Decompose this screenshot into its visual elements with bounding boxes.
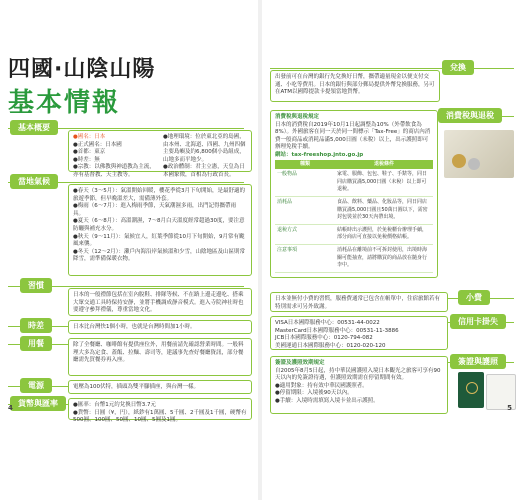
passport-item: ●適用對象：持有效中華民國護照者。 (275, 382, 368, 389)
tax-row-type: 消耗品 (275, 196, 335, 224)
weather-paragraph: ●梅雨（6～7月）：進入梅雨季節，天氣潮濕多雨，出門記得攜帶雨具。 (73, 203, 237, 217)
section-label-tipping: 小費 (458, 290, 490, 305)
overview-box (68, 130, 252, 178)
section-label-currency: 貨幣與匯率 (10, 396, 66, 411)
tax-box (270, 110, 438, 278)
tax-table-head: 種類 (275, 160, 335, 170)
passport-box (270, 356, 448, 414)
overview-item: ●政治體制：君主立憲，天皇為日本國象徵，首相為行政首長。 (163, 164, 245, 178)
power-text: 電壓為100伏特，插頭為雙平腳插座，與台灣一樣。 (73, 384, 199, 390)
customs-text: 日本的一般禮節包括在室內脫鞋、排隊等候、不在路上邊走邊吃、搭乘大眾交通工具時保持安靜，並將手機調成靜音模式。進入寺院神社時也要遵守參拜禮儀，尊重當地文化。 (73, 292, 244, 314)
left-page (0, 0, 258, 500)
table-row (275, 196, 433, 224)
tax-table-head: 退稅條件 (335, 160, 433, 170)
tax-row-type: 一般物品 (275, 169, 335, 196)
page-number-right: 5 (507, 404, 512, 412)
tax-row-type: 退稅方式 (275, 224, 335, 244)
weather-paragraph: ●冬天（12～2月）：瀨戶內海沿岸氣候溫和少雪，山陰地區及山區則常降雪，需準備保暖衣物。 (73, 248, 246, 263)
credit-card-line: VISA日本國際服務中心：00531-44-0022 (275, 320, 380, 326)
time-box (68, 320, 252, 334)
section-label-customs: 習慣 (20, 278, 52, 293)
tax-row-cond: 食品、飲料、藥品、化妝品等，同日同店購買滿5,000日圓且50萬日圓以下，需密封包裝並於30天內帶出境。 (335, 196, 433, 224)
overview-left-col (73, 134, 157, 180)
tax-header: 消費稅與退稅規定 (275, 114, 320, 120)
credit-card-line: 美國運通日本國際服務中心：0120-020-120 (275, 342, 386, 349)
tax-website: 網站：tax-freeshop.jnto.go.jp (275, 151, 364, 158)
table-row (275, 169, 433, 196)
tipping-text: 日本並無付小費的習慣，服務費通常已包含在帳單中，住宿旅館若有特別需求可另外致謝。 (275, 296, 441, 310)
section-label-dining: 用餐 (20, 336, 52, 351)
banknotes-photo (444, 130, 514, 178)
exchange-text: 出發前可在台灣的銀行先兌換好日幣，攜帶適量現金以便支付交通、小吃等費用。日本的銀行與部分郵局提供外幣兌換服務，另可在ATM以國際提款卡提領當地貨幣。 (275, 74, 435, 96)
power-box (68, 380, 252, 394)
overview-item: ●國名：日本 (73, 134, 106, 140)
credit-card-box (270, 316, 448, 350)
section-label-time: 時差 (20, 318, 52, 333)
page-title-line1: 四國·山陰山陽 (8, 57, 156, 82)
section-label-power: 電源 (20, 378, 52, 393)
overview-item: ●時差：無 (73, 156, 100, 163)
passport-text: 自2005年8月5日起，持中華民國護照入境日本觀光之旅客可享有90天以內的免簽證待遇，但護照效期需在停留期間有效。 (275, 367, 441, 382)
overview-item: ●地理環境：位於東北亞的島國，由本州、北海道、四國、九州四個主要島嶼及約6,800個小島組成，山地多而平地少。 (163, 134, 246, 163)
passport-photo (458, 372, 484, 408)
section-label-tax: 消費稅與退稅 (438, 108, 502, 123)
currency-item: ●匯率：台幣1元約兌換日幣3.7元 (73, 402, 157, 408)
tax-row-cond: 消耗品在離境前不可拆封使用，出境時海關可能抽查，請將購買的商品放在隨身行李中。 (335, 244, 433, 272)
table-row (275, 224, 433, 244)
section-label-credit-card: 信用卡掛失 (450, 314, 506, 329)
credit-card-line: JCB日本國際服務中心：0120-794-082 (275, 335, 373, 342)
overview-item: ●首都：東京 (73, 149, 106, 156)
section-label-overview: 基本概要 (10, 120, 58, 135)
page-title-line2: 基本情報 (8, 88, 121, 118)
coin-icon (452, 154, 466, 168)
passport-item: ●停留期限：入境後90天以內。 (275, 390, 353, 397)
weather-box (68, 184, 252, 276)
tax-row-type: 注意事項 (275, 244, 335, 272)
passport-header: 簽證及護照效期規定 (275, 360, 325, 366)
passport-item: ●手續：入境時需填寫入境卡並出示護照。 (275, 397, 379, 404)
section-label-weather: 當地氣候 (10, 174, 58, 189)
overview-right-col (163, 134, 247, 180)
right-page (262, 0, 520, 500)
time-text: 日本比台灣快1個小時，也就是台灣時間加1小時。 (73, 324, 196, 330)
section-label-passport: 簽證與護照 (450, 354, 506, 369)
weather-paragraph: ●秋天（9～11月）：氣候宜人，紅葉季節從10月下旬開始，9月常有颱風來襲。 (73, 233, 245, 248)
customs-box (68, 288, 252, 316)
section-bar (270, 68, 514, 69)
overview-item: ●宗教：以佛教與神道教為主流，亦有基督教、天主教等。 (73, 164, 155, 178)
currency-item: ●貨幣：日圓（¥，円），紙鈔有1萬圓、5千圓、2千圓及1千圓，硬幣有500圓、100圓、50圓、10圓、5圓及1圓。 (73, 409, 247, 424)
weather-paragraph: ●春天（3～5月）：氣溫開始回暖，櫻花季從3月下旬開始，是最舒適的旅遊季節，但早晚溫差大，需備薄外套。 (73, 188, 246, 202)
tipping-box (270, 292, 448, 312)
section-label-exchange: 兌換 (442, 60, 474, 75)
credit-card-line: MasterCard日本國際服務中心：00531-11-3886 (275, 327, 399, 334)
tax-text: 日本的消費稅自2019年10月1日起調整為10%（外帶飲食為8%）。外國旅客在同一天於同一間標示「Tax-Free」的商店內消費一般商品或消耗品滿5,000日圓（未稅）以上，出示護照即可辦理免稅手續。 (275, 121, 431, 151)
weather-paragraph: ●夏天（6～8月）：高溫潮濕，7～8月白天溫度經常超過30度，要注意防曬與補充水分。 (73, 218, 245, 232)
dining-text: 除了全餐廳、咖啡館有提供座位外，用餐前請先確認營業時間。一般料理大多為定食、蓋飯、拉麵、壽司等，建議事先查好餐廳資訊，部分餐廳需先買餐券再入座。 (73, 342, 244, 364)
exchange-box (270, 70, 440, 102)
table-row (275, 244, 433, 272)
tax-row-cond: 家電、服飾、包包、鞋子、手錶等，同日同店購買滿5,000日圓（未稅）以上即可退稅。 (335, 169, 433, 196)
tax-row-cond: 結帳時出示護照，於免稅櫃台辦理手續，部分商店可直接以免稅價格結帳。 (335, 224, 433, 244)
emblem-icon (466, 382, 478, 394)
currency-box (68, 398, 252, 424)
coin-icon (468, 158, 480, 170)
tax-table (275, 160, 433, 273)
page-number-left: 4 (8, 404, 13, 412)
dining-box (68, 338, 252, 376)
overview-item: ●正式國名：日本國 (73, 141, 122, 148)
